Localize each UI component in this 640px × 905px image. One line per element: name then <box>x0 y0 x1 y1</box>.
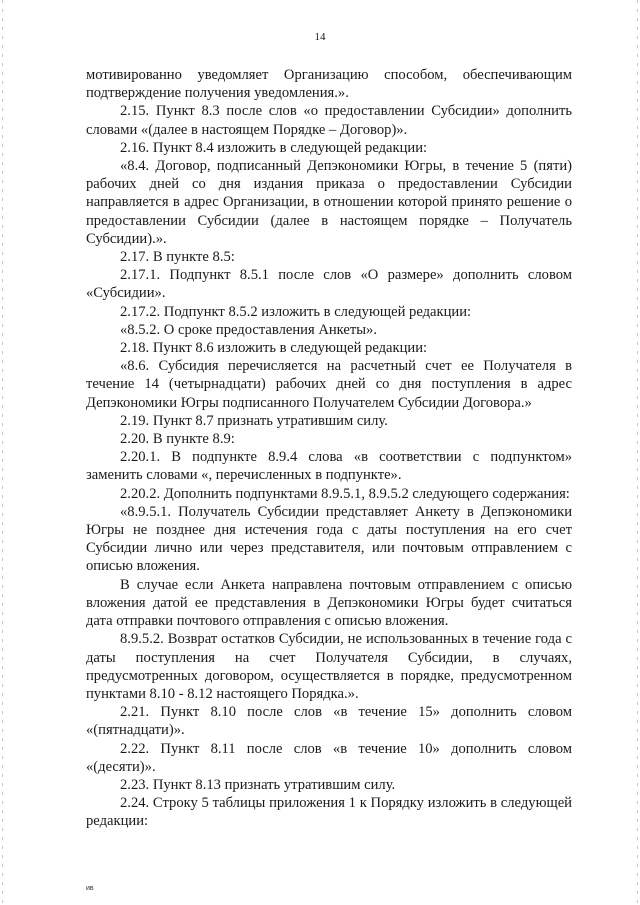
paragraph-2-23: 2.23. Пункт 8.13 признать утратившим силу. <box>120 776 396 793</box>
paragraph-quote-8-6: «8.6. Субсидия перечисляется на расчетный счет ее Получателя в течение 14 (четырнадцати) рабочих дней со дня поступления в адрес Депэкономики Югры подписанного Получателем Субсидии Договора.» <box>86 358 572 411</box>
paragraph-8-9-5-2: 8.9.5.2. Возврат остатков Субсидии, не использованных в течение года с даты поступления на счет Получателя Субсидии, в случаях, предусмотренных договором, осуществляется в порядке, предусмотренном пунктами 8.10 - 8.12 настоящего Порядка.». <box>86 631 572 702</box>
scan-edge-right <box>637 0 638 905</box>
paragraph-2-24: 2.24. Строку 5 таблицы приложения 1 к Порядку изложить в следующей редакции: <box>86 795 572 830</box>
paragraph-quote-8-9-5-1: «8.9.5.1. Получатель Субсидии представляет Анкету в Депэкономики Югры не позднее дня истечения года с даты поступления на его счет Субсидии лично или через представителя, или почтовым отправлением с описью вложения. <box>86 503 572 575</box>
paragraph-continuation: мотивированно уведомляет Организацию способом, обеспечивающим подтверждение получения уведомления.». <box>86 67 572 102</box>
paragraph-2-20-2: 2.20.2. Дополнить подпунктами 8.9.5.1, 8.9.5.2 следующего содержания: <box>120 485 570 502</box>
paragraph-2-18: 2.18. Пункт 8.6 изложить в следующей редакции: <box>120 340 428 357</box>
paragraph-2-20-1: 2.20.1. В подпункте 8.9.4 слова «в соответствии с подпунктом» заменить словами «, перечисленных в подпункте». <box>86 449 572 484</box>
paragraph-quote-8-5-2: «8.5.2. О сроке предоставления Анкеты». <box>120 321 378 338</box>
document-body <box>86 66 572 831</box>
paragraph-2-15: 2.15. Пункт 8.3 после слов «о предоставлении Субсидии» дополнить словами «(далее в настоящем Порядке – Договор)». <box>86 103 572 138</box>
paragraph-2-22: 2.22. Пункт 8.11 после слов «в течение 10» дополнить словом «(десяти)». <box>86 740 572 775</box>
footer-code: ив <box>86 885 94 892</box>
scan-edge-left <box>2 0 3 905</box>
paragraph-2-19: 2.19. Пункт 8.7 признать утратившим силу. <box>120 412 388 429</box>
paragraph-2-17: 2.17. В пункте 8.5: <box>120 249 235 266</box>
paragraph-2-20: 2.20. В пункте 8.9: <box>120 431 235 448</box>
paragraph-2-21: 2.21. Пункт 8.10 после слов «в течение 15» дополнить словом «(пятнадцати)». <box>86 704 572 739</box>
paragraph-2-16: 2.16. Пункт 8.4 изложить в следующей редакции: <box>120 139 428 156</box>
page-number: 14 <box>314 31 326 43</box>
paragraph-quote-8-4: «8.4. Договор, подписанный Депэкономики Югры, в течение 5 (пяти) рабочих дней со дня издания приказа о предоставлении Субсидии направляется в адрес Организации, в отношении которой принято решение о предоставлении Субсидии (далее в настоящем порядке – Получатель Субсидии).». <box>86 158 572 247</box>
paragraph-mail-note: В случае если Анкета направлена почтовым отправлением с описью вложения датой ее представления в Депэкономики Югры будет считаться дата отправки почтового отправления с описью вложения. <box>86 576 572 630</box>
paragraph-2-17-2: 2.17.2. Подпункт 8.5.2 изложить в следующей редакции: <box>120 303 472 320</box>
paragraph-2-17-1: 2.17.1. Подпункт 8.5.1 после слов «О размере» дополнить словом «Субсидии». <box>86 267 572 302</box>
